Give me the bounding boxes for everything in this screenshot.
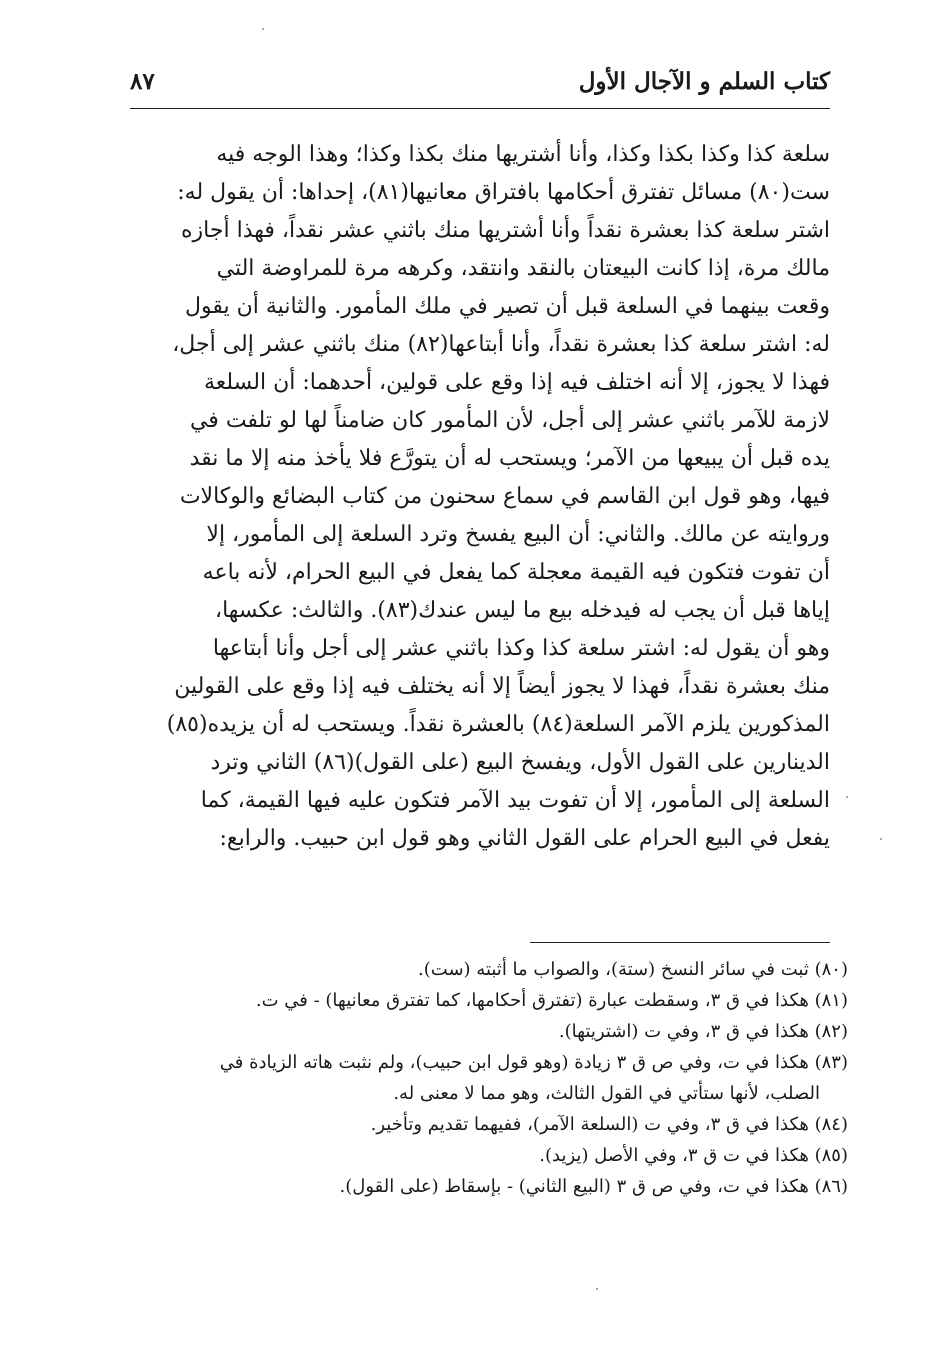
running-title: كتاب السلم و الآجال الأول: [578, 68, 830, 95]
footnote-82: (٨٢) هكذا في ق ٣، وفي ت (اشتريتها).: [558, 1021, 848, 1042]
text-line: وروايته عن مالك. والثاني: أن البيع يفسخ وترد السلعة إلى المأمور، إلا: [206, 522, 830, 547]
scan-speck: [262, 28, 264, 30]
text-line: لازمة للآمر باثني عشر إلى أجل، لأن المأمور كان ضامناً لها لو تلفت في: [189, 408, 830, 433]
text-line: أن تفوت فتكون فيه القيمة معجلة كما يفعل في البيع الحرام، لأنه باعه: [202, 560, 830, 585]
text-line: اشتر سلعة كذا بعشرة نقداً وأنا أشتريها منك باثني عشر نقداً، فهذا أجازه: [181, 218, 830, 243]
text-line: يده قبل أن يبيعها من الآمر؛ ويستحب له أن يتورَّع فلا يأخذ منه إلا ما نقد: [189, 446, 830, 471]
text-line: وقعت بينهما في السلعة قبل أن تصير في ملك المأمور. والثانية أن يقول: [185, 294, 830, 319]
running-header: [130, 64, 830, 109]
text-line: السلعة إلى المأمور، إلا أن تفوت بيد الآمر فتكون عليه فيها القيمة، كما: [200, 788, 830, 813]
text-line: له: اشتر سلعة كذا بعشرة نقداً، وأنا أبتاعها(٨٢) منك باثني عشر إلى أجل،: [172, 332, 830, 357]
scan-speck: [846, 796, 848, 798]
text-line: سلعة كذا وكذا بكذا وكذا، وأنا أشتريها منك بكذا وكذا؛ وهذا الوجه فيه: [216, 142, 830, 167]
text-line: منك بعشرة نقداً، فهذا لا يجوز أيضاً إلا أنه يختلف فيه إذا وقع على القولين: [174, 674, 830, 699]
footnote-84: (٨٤) هكذا في ق ٣، وفي ت (السلعة الآمر)، ففيهما تقديم وتأخير.: [370, 1114, 848, 1135]
text-line: المذكورين يلزم الآمر السلعة(٨٤) بالعشرة نقداً. ويستحب له أن يزيده(٨٥): [166, 712, 830, 737]
text-line: فهذا لا يجوز، إلا أنه اختلف فيه إذا وقع على قولين، أحدهما: أن السلعة: [203, 370, 830, 395]
text-line: مالك مرة، إذا كانت البيعتان بالنقد وانتقد، وكرهه مرة للمراوضة التي: [216, 256, 830, 281]
footnotes: [100, 954, 848, 1202]
page-number: ٨٧: [130, 68, 155, 95]
footnote-85: (٨٥) هكذا في ت ق ٣، وفي الأصل (يزيد).: [539, 1145, 848, 1166]
footnote-divider: [530, 942, 830, 943]
text-line: إياها قبل أن يجب له فيدخله بيع ما ليس عندك(٨٣). والثالث: عكسها،: [214, 598, 830, 623]
footnote-81: (٨١) هكذا في ق ٣، وسقطت عبارة (تفترق أحكامها، كما تفترق معانيها) - في ت.: [255, 990, 848, 1011]
text-line: فيها، وهو قول ابن القاسم في سماع سحنون من كتاب البضائع والوكالات: [179, 484, 830, 509]
scan-speck: [596, 1288, 598, 1290]
footnote-83-continued: الصلب، لأنها ستأتي في القول الثالث، وهو مما لا معنى له.: [393, 1083, 820, 1104]
footnote-86: (٨٦) هكذا في ت، وفي ص ق ٣ (البيع الثاني) - بإسقاط (على القول).: [339, 1176, 848, 1197]
footnote-80: (٨٠) ثبت في سائر النسخ (ستة)، والصواب ما أثبته (ست).: [418, 959, 848, 980]
text-line: وهو أن يقول له: اشتر سلعة كذا وكذا باثني عشر إلى أجل وأنا أبتاعها: [212, 636, 830, 661]
main-text: [130, 136, 830, 858]
scan-speck: [880, 838, 882, 840]
footnote-83: (٨٣) هكذا في ت، وفي ص ق ٣ زيادة (وهو قول ابن حبيب)، ولم نثبت هاته الزيادة في: [219, 1052, 848, 1073]
text-line: يفعل في البيع الحرام على القول الثاني وهو قول ابن حبيب. والرابع:: [219, 826, 830, 851]
text-line: ست(٨٠) مسائل تفترق أحكامها بافتراق معانيها(٨١)، إحداها: أن يقول له:: [177, 180, 830, 205]
text-line: الدينارين على القول الأول، ويفسخ البيع (على القول)(٨٦) الثاني وترد: [210, 750, 830, 775]
